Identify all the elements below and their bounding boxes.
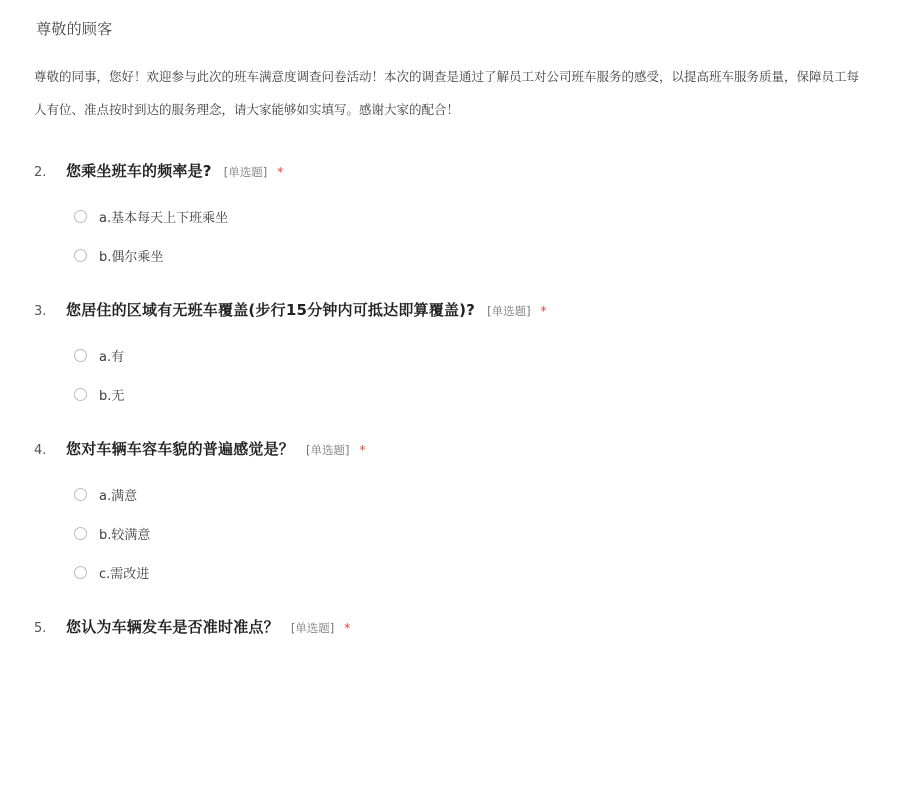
question-block-2 bbox=[30, 160, 870, 265]
option-row[interactable] bbox=[74, 207, 870, 226]
option-label: b.无 bbox=[99, 389, 125, 404]
required-asterisk: * bbox=[277, 165, 284, 179]
question-block-3 bbox=[30, 299, 870, 404]
question-title: 您认为车辆发车是否准时准点？ bbox=[66, 618, 279, 636]
radio-button-icon[interactable] bbox=[74, 249, 87, 262]
survey-intro-text: 尊敬的同事，您好！欢迎参与此次的班车满意度调查问卷活动！本次的调查是通过了解员工对公司班车服务的感受，以提高班车服务质量，保障员工每人有位、准点按时到达的服务理念，请大家能够如实填写。感谢大家的配合！ bbox=[34, 69, 860, 117]
question-type-label: [单选题] bbox=[223, 165, 268, 179]
option-list bbox=[34, 485, 870, 582]
radio-button-icon[interactable] bbox=[74, 488, 87, 501]
question-block-5 bbox=[30, 616, 870, 637]
question-type-label: [单选题] bbox=[487, 304, 531, 318]
question-title: 您乘坐班车的频率是? bbox=[66, 162, 212, 180]
question-title: 您居住的区域有无班车覆盖(步行15分钟内可抵达即算覆盖)? bbox=[66, 301, 476, 319]
question-title: 您对车辆车容车貌的普遍感觉是？ bbox=[66, 440, 295, 458]
option-row[interactable] bbox=[74, 246, 870, 265]
question-header bbox=[34, 299, 870, 320]
option-list bbox=[34, 346, 870, 404]
option-label: b.偶尔乘坐 bbox=[99, 250, 164, 265]
page-title: 尊敬的顾客 bbox=[36, 20, 113, 38]
option-row[interactable] bbox=[74, 563, 870, 582]
option-list bbox=[34, 207, 870, 265]
required-asterisk: * bbox=[359, 443, 366, 457]
option-label: b.较满意 bbox=[99, 528, 151, 543]
option-row[interactable] bbox=[74, 524, 870, 543]
radio-button-icon[interactable] bbox=[74, 527, 87, 540]
question-header bbox=[34, 616, 870, 637]
required-asterisk: * bbox=[344, 621, 351, 635]
option-row[interactable] bbox=[74, 385, 870, 404]
question-type-label: [单选题] bbox=[306, 443, 350, 457]
question-type-label: [单选题] bbox=[290, 621, 335, 635]
radio-button-icon[interactable] bbox=[74, 210, 87, 223]
option-row[interactable] bbox=[74, 346, 870, 365]
option-label: c.需改进 bbox=[99, 567, 150, 582]
question-number: 5. bbox=[34, 621, 47, 636]
question-header bbox=[34, 438, 870, 459]
question-number: 2. bbox=[34, 165, 47, 180]
question-number: 4. bbox=[34, 443, 47, 458]
question-number: 3. bbox=[34, 304, 47, 319]
radio-button-icon[interactable] bbox=[74, 349, 87, 362]
option-label: a.有 bbox=[99, 350, 125, 365]
option-row[interactable] bbox=[74, 485, 870, 504]
question-block-4 bbox=[30, 438, 870, 582]
option-label: a.基本每天上下班乘坐 bbox=[99, 211, 229, 226]
radio-button-icon[interactable] bbox=[74, 566, 87, 579]
question-header bbox=[34, 160, 870, 181]
required-asterisk: * bbox=[540, 304, 547, 318]
option-label: a.满意 bbox=[99, 489, 138, 504]
radio-button-icon[interactable] bbox=[74, 388, 87, 401]
